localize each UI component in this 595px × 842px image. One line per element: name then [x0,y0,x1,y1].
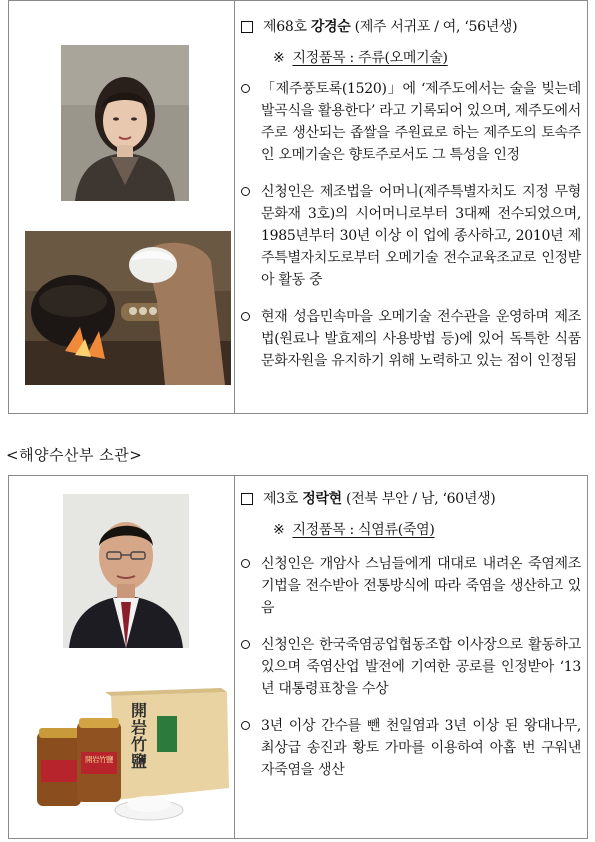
artisan-card-2 [8,475,588,839]
list-item [241,78,581,166]
portrait-photo-woman [61,45,189,201]
bullet-text: 3년 이상 간수를 뺀 천일염과 3년 이상 된 왕대나무, 최상급 송진과 황토 가마를 이용하여 아홉 번 구워낸 자죽염을 생산 [261,718,581,778]
artisan-details-2 [241,476,581,781]
artisan-info: (전북 부안 / 남, ‘60년생) [346,491,496,507]
designated-item-text: 지정품목 : 주류(오메기술) [292,50,448,66]
list-item [241,306,581,372]
artisan-header [241,16,581,38]
list-item [241,181,581,291]
bullet-circle-icon [241,312,250,321]
artisan-name: 강경순 [310,19,351,35]
bullet-circle-icon [241,559,250,568]
section-title: <해양수산부 소관> [6,446,143,464]
checkbox-icon [241,493,253,505]
bullet-text: 신청인은 한국죽염공업협동조합 이사장으로 활동하고 있으며 죽염산업 발전에 기여한 공로를 인정받아 ‘13년 대통령표창을 수상 [261,637,581,697]
checkbox-icon [241,21,253,33]
box-label-text: 開岩竹鹽 [131,701,148,771]
bullet-text: 신청인은 개암사 스님들에게 대대로 내려온 죽염제조기법을 전수받아 전통방식에 따라 죽염을 생산하고 있음 [261,556,581,616]
reference-mark: ※ [273,50,285,66]
jar-label-text: 開岩竹鹽 [85,755,113,764]
column-divider [234,476,235,838]
reference-mark: ※ [273,522,285,538]
bullet-circle-icon [241,84,250,93]
artisan-header [241,488,581,510]
artisan-card-1 [8,0,588,414]
brewing-process-photo [25,231,231,385]
artisan-details-1 [241,1,581,372]
bullet-text: 현재 성읍민속마을 오메기술 전수관을 운영하며 제조법(원료나 발효제의 사용방법 등)에 있어 독특한 식품문화자원을 유지하기 위해 노력하고 있는 점이 인정됨 [261,309,581,369]
bullet-circle-icon [241,640,250,649]
artisan-number: 제68호 [263,19,307,35]
list-item [241,553,581,619]
column-divider [234,1,235,413]
artisan-info: (제주 서귀포 / 여, ‘56년생) [354,19,518,35]
list-item [241,634,581,700]
list-item [241,715,581,781]
bullet-circle-icon [241,721,250,730]
designated-item [241,519,581,541]
designated-item-text: 지정품목 : 식염류(죽염) [292,522,435,538]
bullet-text: 신청인은 제조법을 어머니(제주특별자치도 지정 무형문화재 3호)의 시어머니로부터 3대째 전수되었으며, 1985년부터 30년 이상 이 업에 종사하고, 2010년 제주특별자치도로부터 오메기술 전수교육조교로 인정받아 활동 중 [261,184,581,288]
designated-item [241,47,581,69]
artisan-name: 정락현 [302,491,342,507]
portrait-photo-man [63,494,189,648]
artisan-number: 제3호 [263,491,299,507]
bullet-circle-icon [241,187,250,196]
bamboo-salt-product-photo [31,688,231,826]
bullet-text: 「제주풍토록(1520)」에 ‘제주도에서는 술을 빚는데 발곡식을 활용한다’ 라고 기록되어 있으며, 제주도에서 주로 생산되는 좁쌀을 주원료로 하는 제주도의 토속주인 오메기술은 향토주로서도 그 특성을 인정 [261,81,581,163]
